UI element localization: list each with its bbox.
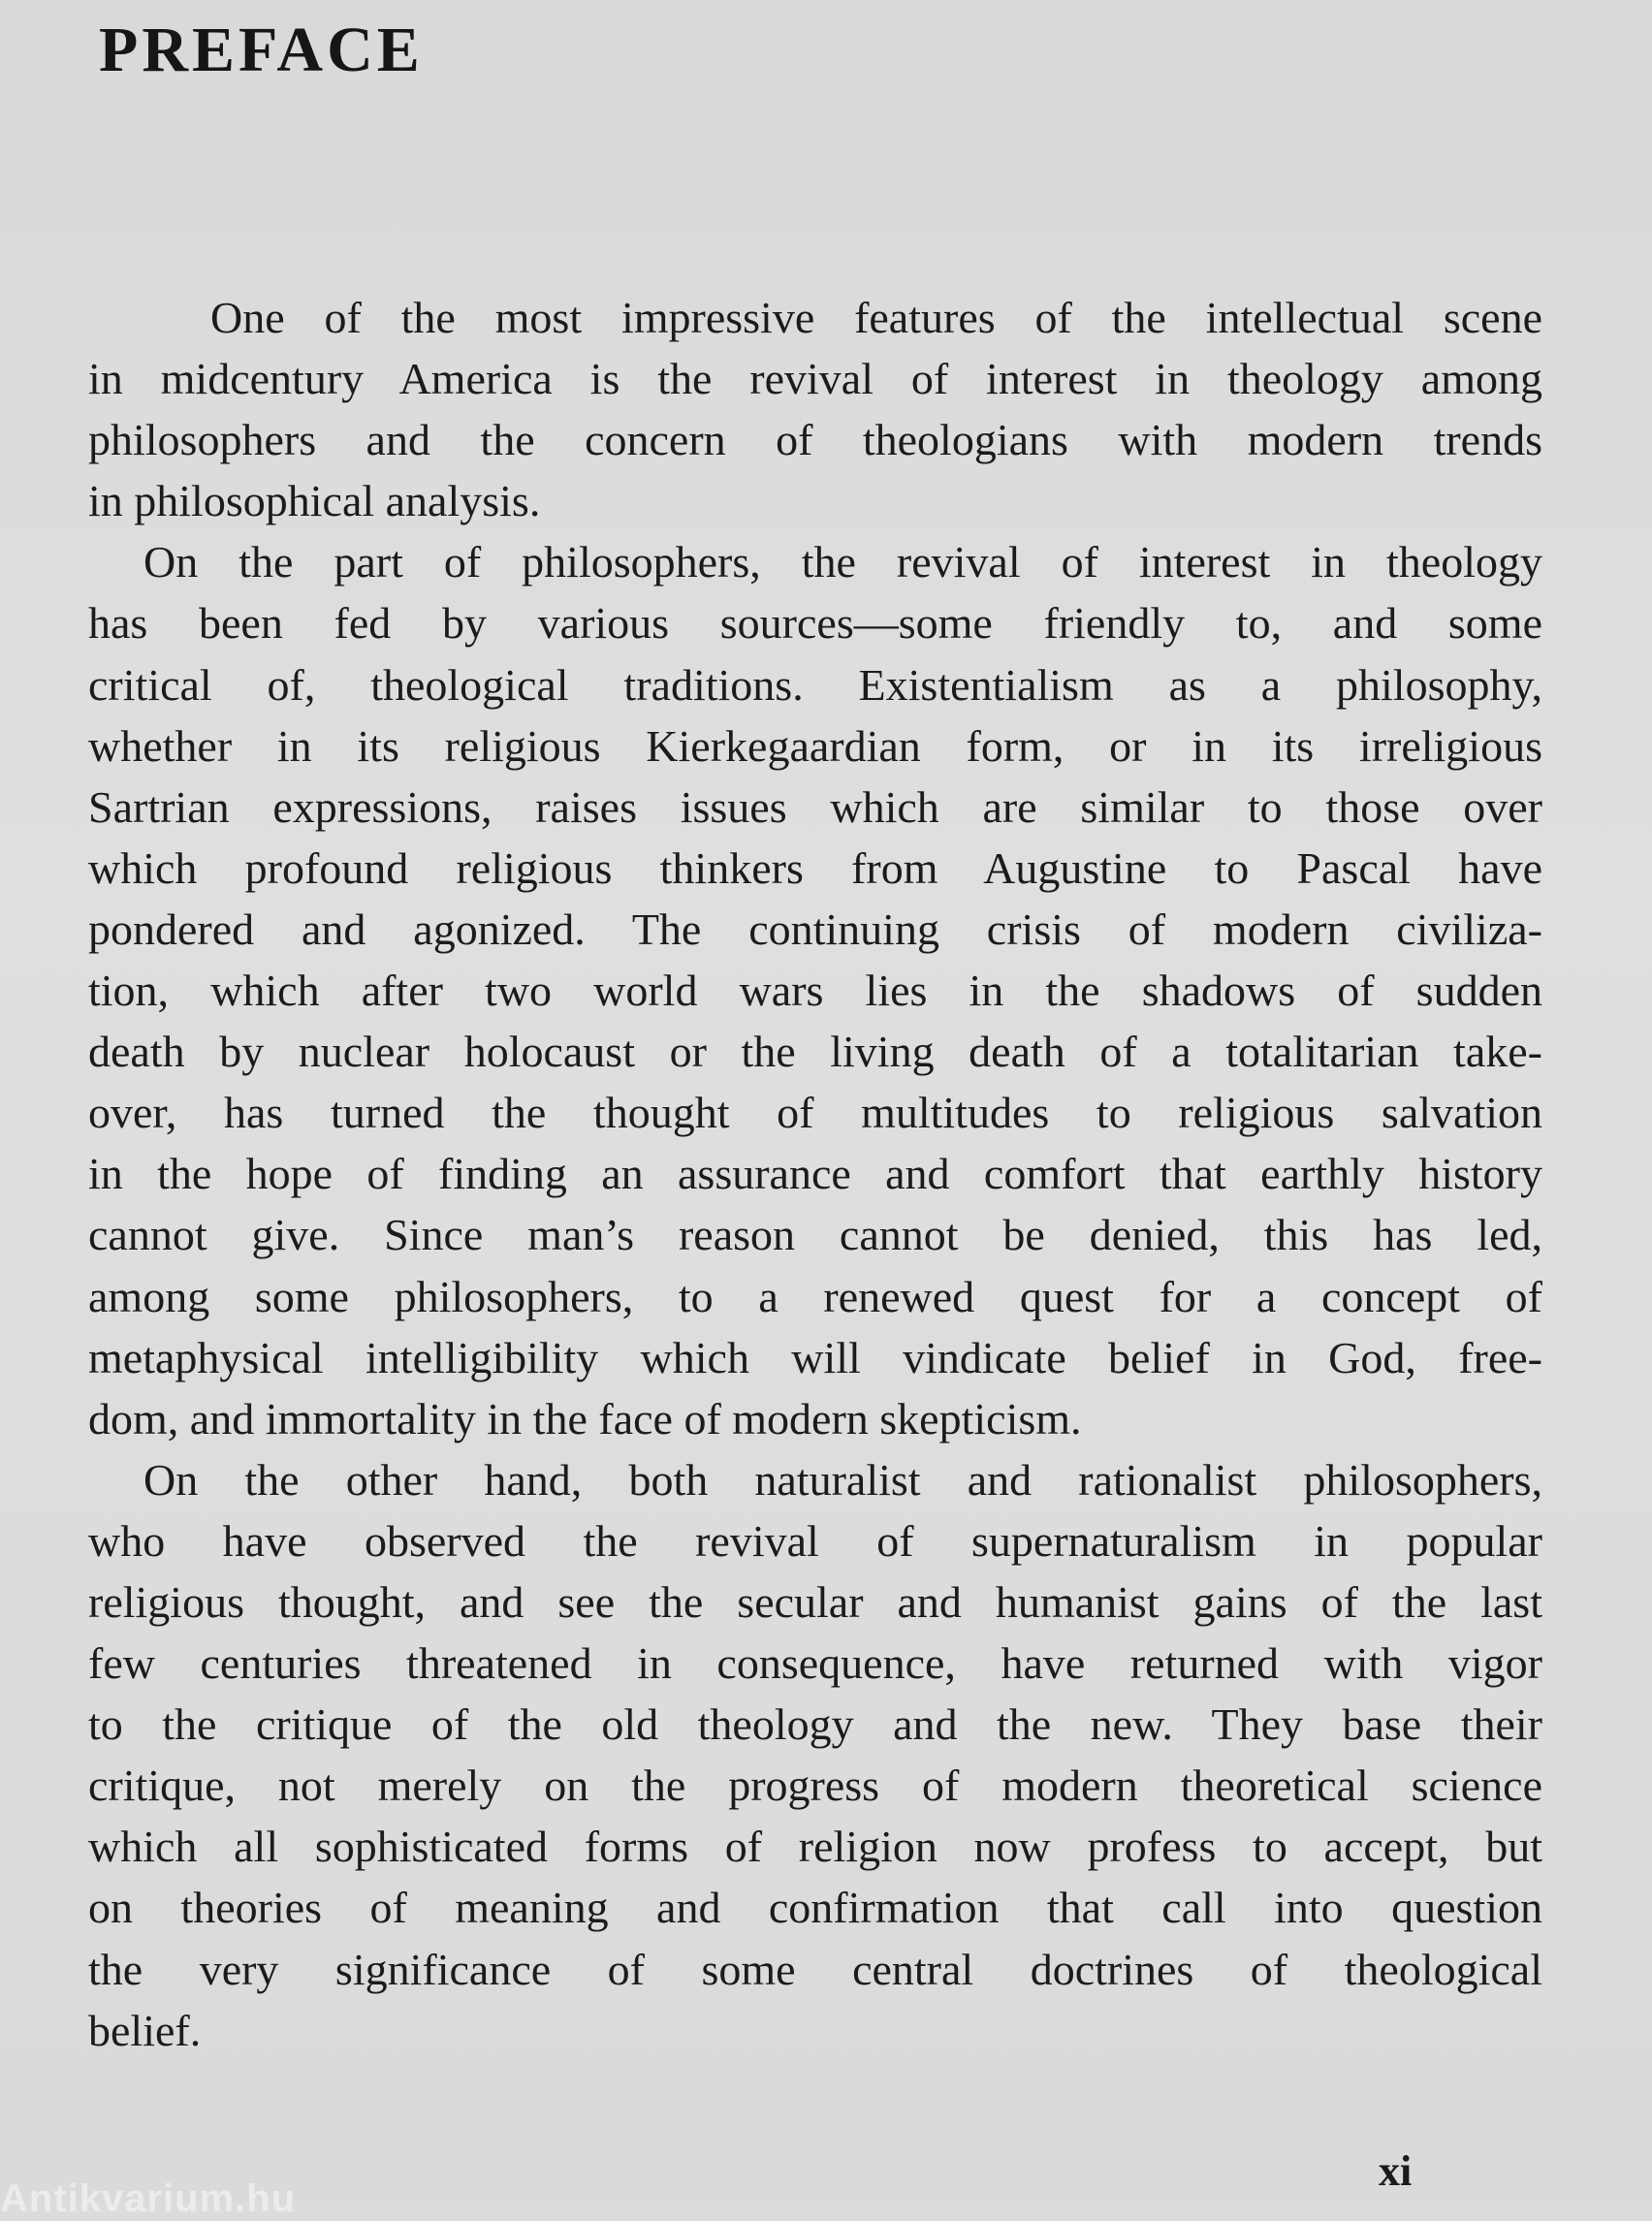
text-line: has been fed by various sources—some friendly to, and some: [88, 598, 1542, 649]
text-line: which profound religious thinkers from Augustine to Pascal have: [88, 842, 1542, 893]
text-line: philosophers and the concern of theologians with modern trends: [88, 415, 1542, 465]
paragraph: [88, 531, 1542, 1448]
text-line: religious thought, and see the secular and humanist gains of the last: [88, 1576, 1542, 1627]
text-line: among some philosophers, to a renewed quest for a concept of: [88, 1271, 1542, 1321]
page-number: xi: [1379, 2147, 1413, 2195]
text-line: in midcentury America is the revival of interest in theology among: [88, 354, 1542, 404]
text-line: in the hope of finding an assurance and comfort that earthly history: [88, 1149, 1542, 1199]
text-line: tion, which after two world wars lies in the shadows of sudden: [88, 966, 1542, 1016]
text-line: few centuries threatened in consequence, have returned with vigor: [88, 1638, 1542, 1689]
text-line: pondered and agonized. The continuing crisis of modern civiliza-: [88, 904, 1542, 954]
text-line: critical of, theological traditions. Existentialism as a philosophy,: [88, 659, 1542, 710]
paragraph: [88, 1449, 1542, 2061]
text-line: Sartrian expressions, raises issues which are similar to those over: [88, 781, 1542, 832]
text-line: on theories of meaning and confirmation that call into question: [88, 1883, 1542, 1933]
text-line: death by nuclear holocaust or the living death of a totalitarian take-: [88, 1027, 1542, 1077]
text-line: One of the most impressive features of the intellectual scene: [210, 293, 1542, 342]
preface-body: [88, 287, 1542, 2061]
text-line: On the part of philosophers, the revival of interest in theology: [143, 537, 1542, 587]
text-line: critique, not merely on the progress of modern theoretical science: [88, 1761, 1542, 1811]
text-line: who have observed the revival of supernaturalism in popular: [88, 1515, 1542, 1566]
text-line: over, has turned the thought of multitudes to religious salvation: [88, 1088, 1542, 1138]
text-line: whether in its religious Kierkegaardian form, or in its irreligious: [88, 720, 1542, 771]
text-line: cannot give. Since man’s reason cannot be denied, this has led,: [88, 1210, 1542, 1260]
text-line: metaphysical intelligibility which will vindicate belief in God, free-: [88, 1332, 1542, 1382]
text-line: dom, and immortality in the face of modern skepticism.: [88, 1393, 1082, 1444]
text-line: which all sophisticated forms of religion now profess to accept, but: [88, 1822, 1542, 1872]
text-line: to the critique of the old theology and the new. They base their: [88, 1699, 1542, 1750]
text-line: belief.: [88, 2005, 202, 2055]
text-line: in philosophical analysis.: [88, 476, 541, 526]
text-line: On the other hand, both naturalist and rationalist philosophers,: [143, 1454, 1542, 1505]
text-line: the very significance of some central doctrines of theological: [88, 1944, 1542, 1994]
page-title: PREFACE: [99, 15, 424, 85]
watermark: Antikvarium.hu: [0, 2177, 297, 2220]
paragraph: [88, 287, 1542, 531]
